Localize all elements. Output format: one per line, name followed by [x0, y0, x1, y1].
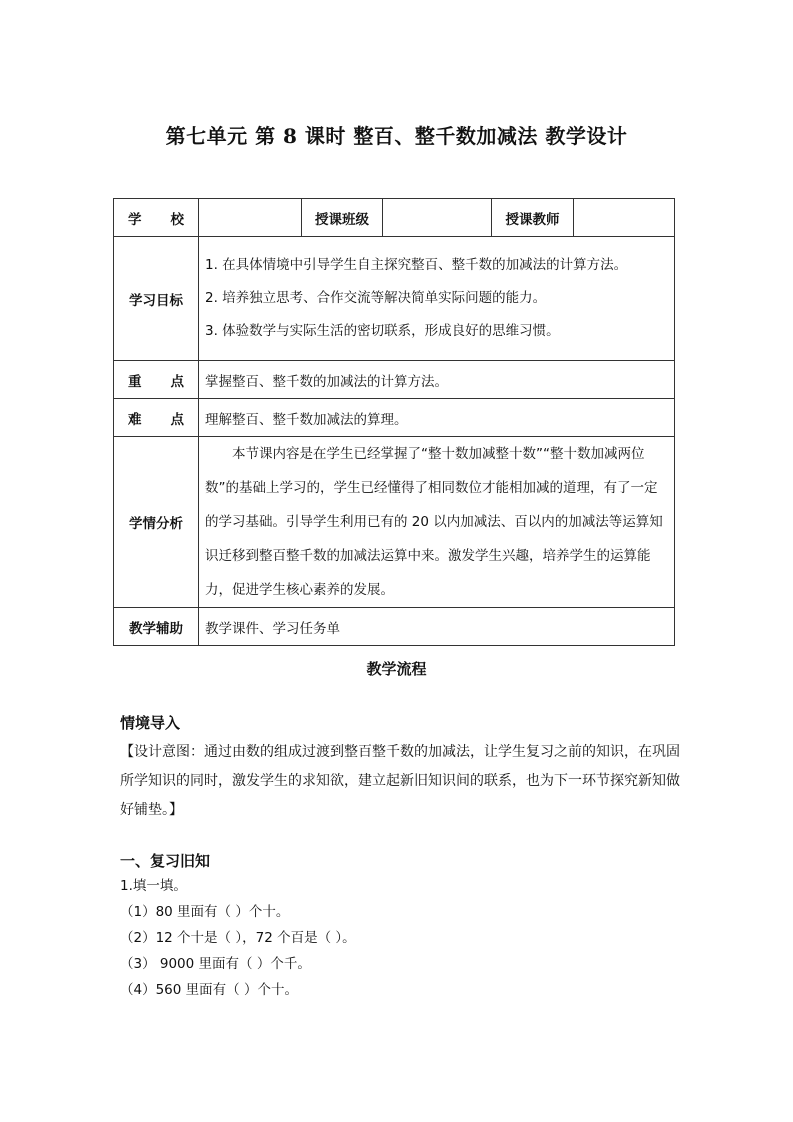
- teacher-label: 授课教师: [492, 199, 574, 237]
- review-section: [120, 850, 680, 1003]
- aids-value: 教学课件、学习任务单: [199, 608, 675, 646]
- class-value: [383, 199, 492, 237]
- fill-item: （1）80 里面有（ ）个十。: [120, 904, 290, 920]
- analysis-content: [199, 437, 675, 608]
- review-heading: 一、复习旧知: [120, 852, 211, 870]
- teacher-value: [574, 199, 675, 237]
- goal-item: 1. 在具体情境中引导学生自主探究整百、整千数的加减法的计算方法。: [205, 257, 628, 273]
- analysis-label: 学情分析: [114, 437, 199, 608]
- row-key-point: [114, 361, 675, 399]
- fill-item: （3） 9000 里面有（ ）个千。: [120, 956, 311, 972]
- fill-item: （2）12 个十是（ ），72 个百是（ ）。: [120, 930, 356, 946]
- fill-item: （4）560 里面有（ ）个十。: [120, 982, 298, 998]
- row-school: [114, 199, 675, 237]
- goal-item: 2. 培养独立思考、合作交流等解决简单实际问题的能力。: [205, 290, 547, 306]
- row-aids: [114, 608, 675, 646]
- row-goals: [114, 237, 675, 361]
- school-value: [199, 199, 302, 237]
- document-title: 第七单元 第 8 课时 整百、整千数加减法 教学设计: [165, 124, 628, 148]
- task-title: 1.填一填。: [120, 878, 187, 894]
- goal-item: 3. 体验数学与实际生活的密切联系，形成良好的思维习惯。: [205, 323, 560, 339]
- design-intent: 【设计意图：通过由数的组成过渡到整百整千数的加减法，让学生复习之前的知识，在巩固所学知识的同时，激发学生的求知欲，建立起新旧知识间的联系，也为下一环节探究新知做好铺垫。】: [120, 744, 680, 818]
- row-analysis: [114, 437, 675, 608]
- flow-heading: 教学流程: [366, 660, 427, 678]
- intro-section: [120, 712, 680, 825]
- key-point-value: 掌握整百、整千数的加减法的计算方法。: [199, 361, 675, 399]
- aids-label: 教学辅助: [114, 608, 199, 646]
- goals-content: [199, 237, 675, 361]
- difficulty-value: 理解整百、整千数加减法的算理。: [199, 399, 675, 437]
- lesson-info-table: [113, 198, 675, 646]
- class-label: 授课班级: [302, 199, 383, 237]
- difficulty-label: 难 点: [114, 399, 199, 437]
- row-difficulty: [114, 399, 675, 437]
- school-label: 学 校: [114, 199, 199, 237]
- intro-heading: 情境导入: [120, 714, 181, 732]
- goals-label: 学习目标: [114, 237, 199, 361]
- key-point-label: 重 点: [114, 361, 199, 399]
- analysis-text: 本节课内容是在学生已经掌握了“整十数加减整十数”“整十数加减两位数”的基础上学习的，学生已经懂得了相同数位才能相加减的道理，有了一定的学习基础。引导学生利用已有的 20 以内加减法、百以内的加减法等运算知识迁移到整百整千数的加减法运算中来。激发学生兴趣，培养学生的运算能力，促进学生核心素养的发展。: [205, 446, 663, 598]
